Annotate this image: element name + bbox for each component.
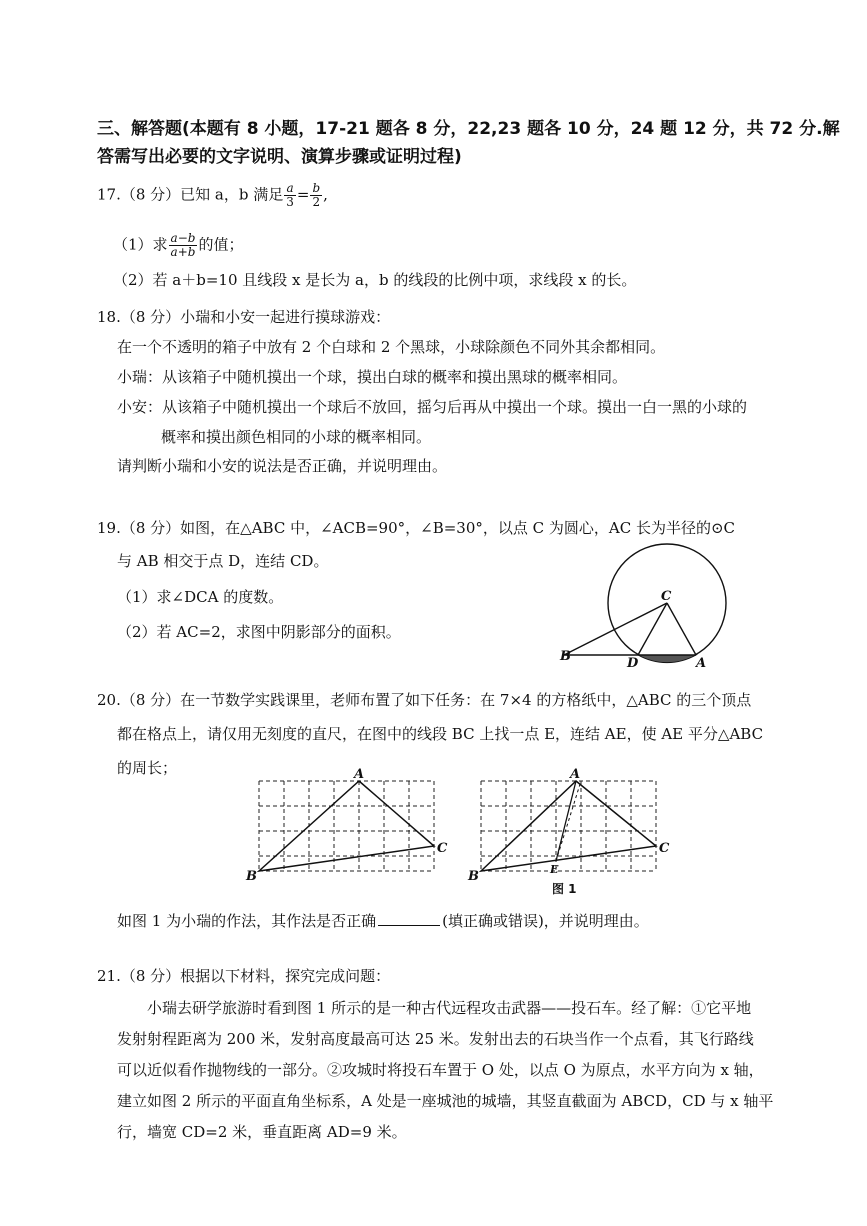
q21-line1: 小瑞去研学旅游时看到图 1 所示的是一种古代远程攻击武器——投石车。经了解：①它平地 xyxy=(147,999,752,1017)
q18-stem: 18.（8 分）小瑞和小安一起进行摸球游戏： xyxy=(97,308,391,326)
q19-shaded-region xyxy=(638,655,696,663)
q17-stem-text: 17.（8 分）已知 a，b 满足 xyxy=(97,185,284,204)
q19-part2: （2）若 AC=2，求图中阴影部分的面积。 xyxy=(117,623,401,641)
q17-part1: （1）求 $\frac{a-b}{a+b}$ 的值； xyxy=(113,231,244,259)
q20-right-label-B: B xyxy=(468,869,479,884)
q19-segment-CA xyxy=(667,603,696,655)
q20-grid-figure-left xyxy=(246,767,448,884)
q18-line3: 小安：从该箱子中随机摸出一个球后不放回，摇匀后再从中摸出一个球。摸出一白一黑的小球的 xyxy=(117,398,748,416)
q17-stem: 17.（8 分）已知 a，b 满足 $\frac{a}{3}$ = $\frac{b}{2}$ , xyxy=(97,181,328,209)
q20-triangle-left xyxy=(259,781,434,871)
q20-left-label-B: B xyxy=(246,869,257,884)
q19-label-A: A xyxy=(696,656,707,671)
q17-fraction-b: $\frac{b}{2}$ xyxy=(312,181,321,209)
q19-circle-figure xyxy=(555,530,755,670)
q20-line1: 20.（8 分）在一节数学实践课里，老师布置了如下任务：在 7×4 的方格纸中，△ABC 的三个顶点 xyxy=(97,691,752,709)
q19-segment-BC xyxy=(564,603,667,655)
q17-part2: （2）若 a＋b=10 且线段 x 是长为 a，b 的线段的比例中项，求线段 x 的长。 xyxy=(113,271,637,289)
q20-question: 如图 1 为小瑞的作法，其作法是否正确 (填正确或错误)，并说明理由。 xyxy=(117,912,649,930)
q20-answer-blank[interactable] xyxy=(378,911,440,926)
q19-part1: （1）求∠DCA 的度数。 xyxy=(117,588,284,606)
q20-right-label-E: E xyxy=(550,863,559,876)
q17-part1-fraction: $\frac{a-b}{a+b}$ xyxy=(170,231,196,259)
q18-line2: 小瑞：从该箱子中随机摸出一个球，摸出白球的概率和摸出黑球的概率相同。 xyxy=(117,368,628,386)
q20-line3: 的周长； xyxy=(117,759,178,777)
q21-stem: 21.（8 分）根据以下材料，探究完成问题： xyxy=(97,967,391,985)
q20-line2: 都在格点上，请仅用无刻度的直尺，在图中的线段 BC 上找一点 E，连结 AE，使 AE 平分△ABC xyxy=(117,725,764,743)
q20-left-label-C: C xyxy=(437,841,448,856)
q19-line1: 19.（8 分）如图，在△ABC 中，∠ACB=90°，∠B=30°，以点 C 为圆心，AC 长为半径的⊙C xyxy=(97,519,736,537)
q19-line2: 与 AB 相交于点 D，连结 CD。 xyxy=(117,552,329,570)
q18-line5: 请判断小瑞和小安的说法是否正确，并说明理由。 xyxy=(117,457,448,475)
q19-label-B: B xyxy=(560,649,571,664)
q18-line1: 在一个不透明的箱子中放有 2 个白球和 2 个黑球，小球除颜色不同外其余都相同。 xyxy=(117,338,666,356)
section-title-line2: 答需写出必要的文字说明、演算步骤或证明过程) xyxy=(97,147,462,167)
q20-segment-AE xyxy=(556,781,576,861)
q21-line3: 可以近似看作抛物线的一部分。②攻城时将投石车置于 O 处，以点 O 为原点，水平方向为 x 轴， xyxy=(117,1061,764,1079)
q20-right-label-A: A xyxy=(570,767,581,782)
q18-line4: 概率和摸出颜色相同的小球的概率相同。 xyxy=(161,428,432,446)
q21-line5: 行，墙宽 CD=2 米，垂直距离 AD=9 米。 xyxy=(117,1123,407,1141)
q19-label-D: D xyxy=(627,656,639,671)
q21-line2: 发射射程距离为 200 米，发射高度最高可达 25 米。发射出去的石块当作一个点看，其飞行路线 xyxy=(117,1030,754,1048)
q20-left-label-A: A xyxy=(354,767,365,782)
q20-right-label-C: C xyxy=(659,841,670,856)
q20-figure-caption: 图 1 xyxy=(552,882,577,896)
section-title-line1: 三、解答题(本题有 8 小题，17-21 题各 8 分，22,23 题各 10 分，24 题 12 分，共 72 分.解 xyxy=(97,119,840,139)
q20-auxiliary-line xyxy=(556,781,581,861)
q17-fraction-a: $\frac{a}{3}$ xyxy=(286,181,294,209)
q19-label-C: C xyxy=(661,589,672,604)
q20-grid-figure-right xyxy=(468,767,670,884)
q21-line4: 建立如图 2 所示的平面直角坐标系，A 处是一座城池的城墙，其竖直截面为 ABCD，CD 与 x 轴平 xyxy=(117,1092,774,1110)
q20-triangle-right xyxy=(481,781,656,871)
